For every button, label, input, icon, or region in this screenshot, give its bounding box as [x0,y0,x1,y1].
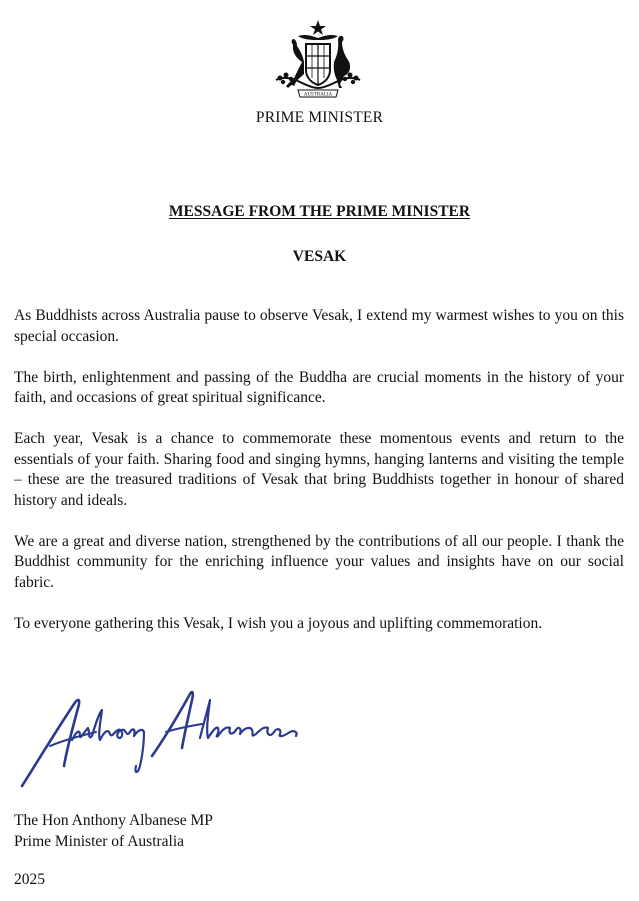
message-subheading: VESAK [292,248,347,265]
coat-of-arms-icon [262,18,374,102]
body-paragraph: We are a great and diverse nation, strengthened by the contributions of all our people. I thank the Buddhist community for the enriching influence your values and insights have on our social fabric. [14,532,624,591]
message-heading: MESSAGE FROM THE PRIME MINISTER [168,203,471,220]
signatory-title: Prime Minister of Australia [14,832,185,850]
signatory-name: The Hon Anthony Albanese MP [14,812,213,829]
body-paragraph: To everyone gathering this Vesak, I wish you a joyous and uplifting commemoration. [14,614,543,632]
signoff-block [14,811,213,852]
body-paragraph: As Buddhists across Australia pause to observe Vesak, I extend my warmest wishes to you on this special occasion. [14,307,624,345]
body-paragraph: Each year, Vesak is a chance to commemorate these momentous events and return to the essentials of your faith. Sharing food and singing hymns, hanging lanterns and visiting the temple – these are the treasured traditions of Vesak that bring Buddhists together in honour of shared history and ideals. [14,430,624,509]
message-body [14,306,624,655]
body-paragraph: The birth, enlightenment and passing of the Buddha are crucial moments in the history of your faith, and occasions of great spiritual significance. [14,368,624,406]
office-title: PRIME MINISTER [255,109,384,126]
letter-year: 2025 [14,871,45,888]
handwritten-signature [14,682,314,794]
crest-motto: AUSTRALIA [303,92,333,98]
